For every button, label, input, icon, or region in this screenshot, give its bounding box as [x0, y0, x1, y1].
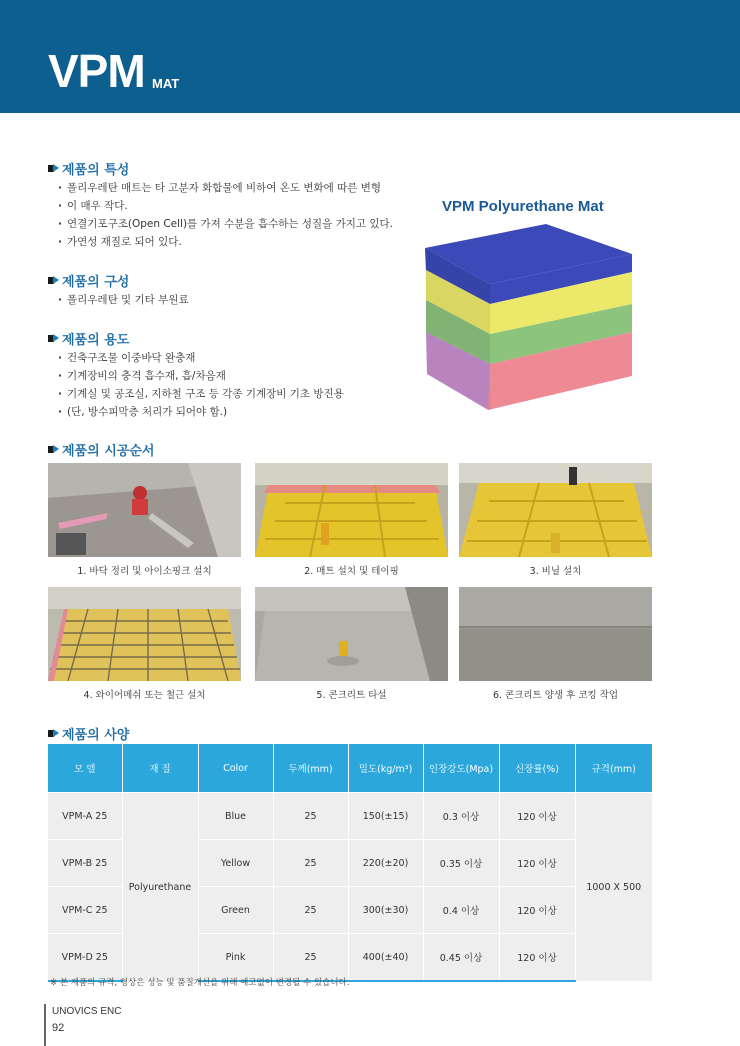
col-header: 재 질	[122, 744, 198, 793]
elongation-cell: 120 이상	[499, 793, 575, 840]
page-title: VPM	[48, 45, 145, 97]
footer-divider	[44, 1004, 46, 1046]
section-arrow-icon	[48, 275, 59, 286]
step-1-photo	[48, 463, 241, 557]
footer-company: UNOVICS ENC	[52, 1006, 122, 1017]
color-cell: Green	[198, 887, 273, 934]
tensile-cell: 0.3 이상	[423, 793, 499, 840]
procedure-title: 제품의 시공순서	[62, 443, 155, 459]
specs-title: 제품의 사양	[62, 727, 130, 743]
list-item: · 연결기포구조(Open Cell)를 가져 수분을 흡수하는 성질을 가지고 있다.	[58, 215, 393, 233]
list-item-continued: · (단, 방수피막층 처리가 되어야 함.)	[58, 403, 344, 421]
composition-list	[58, 291, 189, 309]
material-cell: Polyurethane	[122, 793, 198, 982]
list-item: · 기계장비의 충격 흡수재, 흡/차음재	[58, 367, 344, 385]
density-cell: 400(±40)	[348, 934, 423, 982]
usage-heading	[48, 329, 129, 347]
page-number: 92	[52, 1022, 65, 1034]
elongation-cell: 120 이상	[499, 934, 575, 982]
col-header: 밀도(kg/m³)	[348, 744, 423, 793]
spec-table	[48, 744, 652, 982]
list-item: · 가연성 재질로 되어 있다.	[58, 233, 393, 251]
polyurethane-mat-image	[420, 224, 640, 414]
list-item: · 폴리우레탄 매트는 타 고분자 화합물에 비하여 온도 변화에 따른 변형	[58, 179, 393, 197]
page-header	[0, 0, 740, 113]
size-cell: 1000 X 500	[575, 793, 652, 982]
section-arrow-icon	[48, 444, 59, 455]
list-item-continued: · 이 매우 작다.	[58, 197, 393, 215]
col-header: 두께(mm)	[273, 744, 348, 793]
model-cell: VPM-C 25	[48, 887, 122, 934]
step-5-caption: 5. 콘크리트 타설	[316, 690, 387, 701]
col-header: Color	[198, 744, 273, 793]
features-list	[58, 179, 393, 251]
section-arrow-icon	[48, 333, 59, 344]
features-heading	[48, 159, 129, 177]
step-6-photo	[459, 587, 652, 681]
thickness-cell: 25	[273, 793, 348, 840]
step-4-photo	[48, 587, 241, 681]
page-subtitle: MAT	[152, 76, 180, 91]
thickness-cell: 25	[273, 887, 348, 934]
spec-note: ※ 본 제품의 규격, 형상은 성능 및 품질개선을 위해 예고없이 변경될 수 있습니다.	[50, 978, 350, 988]
section-arrow-icon	[48, 728, 59, 739]
col-header: 신장률(%)	[499, 744, 575, 793]
list-item: · 기계실 및 공조실, 지하철 구조 등 각종 기계장비 기초 방진용	[58, 385, 344, 403]
step-3-caption: 3. 비닐 설치	[529, 566, 582, 577]
color-cell: Blue	[198, 793, 273, 840]
col-header: 인장강도(Mpa)	[423, 744, 499, 793]
procedure-heading	[48, 440, 154, 458]
step-3-photo	[459, 463, 652, 557]
features-title: 제품의 특성	[62, 162, 130, 178]
composition-heading	[48, 271, 129, 289]
color-cell: Yellow	[198, 840, 273, 887]
usage-title: 제품의 용도	[62, 332, 130, 348]
thickness-cell: 25	[273, 840, 348, 887]
density-cell: 220(±20)	[348, 840, 423, 887]
step-2-caption: 2. 매트 설치 및 테이핑	[304, 566, 399, 577]
product-image-title: VPM Polyurethane Mat	[442, 198, 604, 215]
model-cell: VPM-B 25	[48, 840, 122, 887]
model-cell: VPM-D 25	[48, 934, 122, 982]
step-4-caption: 4. 와이어메쉬 또는 철근 설치	[83, 690, 206, 701]
density-cell: 150(±15)	[348, 793, 423, 840]
model-cell: VPM-A 25	[48, 793, 122, 840]
step-5-photo	[255, 587, 448, 681]
specs-heading	[48, 724, 129, 742]
col-header: 모 델	[48, 744, 122, 793]
step-1-caption: 1. 바닥 정리 및 아이소핑크 설치	[77, 566, 212, 577]
tensile-cell: 0.4 이상	[423, 887, 499, 934]
table-header-row	[48, 744, 652, 793]
tensile-cell: 0.35 이상	[423, 840, 499, 887]
list-item: · 폴리우레탄 및 기타 부원료	[58, 291, 189, 309]
composition-title: 제품의 구성	[62, 274, 130, 290]
step-2-photo	[255, 463, 448, 557]
section-arrow-icon	[48, 163, 59, 174]
list-item: · 건축구조물 이중바닥 완충재	[58, 349, 344, 367]
elongation-cell: 120 이상	[499, 840, 575, 887]
elongation-cell: 120 이상	[499, 887, 575, 934]
thickness-cell: 25	[273, 934, 348, 982]
step-6-caption: 6. 콘크리트 양생 후 코킹 작업	[492, 690, 619, 701]
tensile-cell: 0.45 이상	[423, 934, 499, 982]
usage-list	[58, 349, 344, 421]
table-row	[48, 793, 652, 840]
density-cell: 300(±30)	[348, 887, 423, 934]
color-cell: Pink	[198, 934, 273, 982]
col-header: 규격(mm)	[575, 744, 652, 793]
